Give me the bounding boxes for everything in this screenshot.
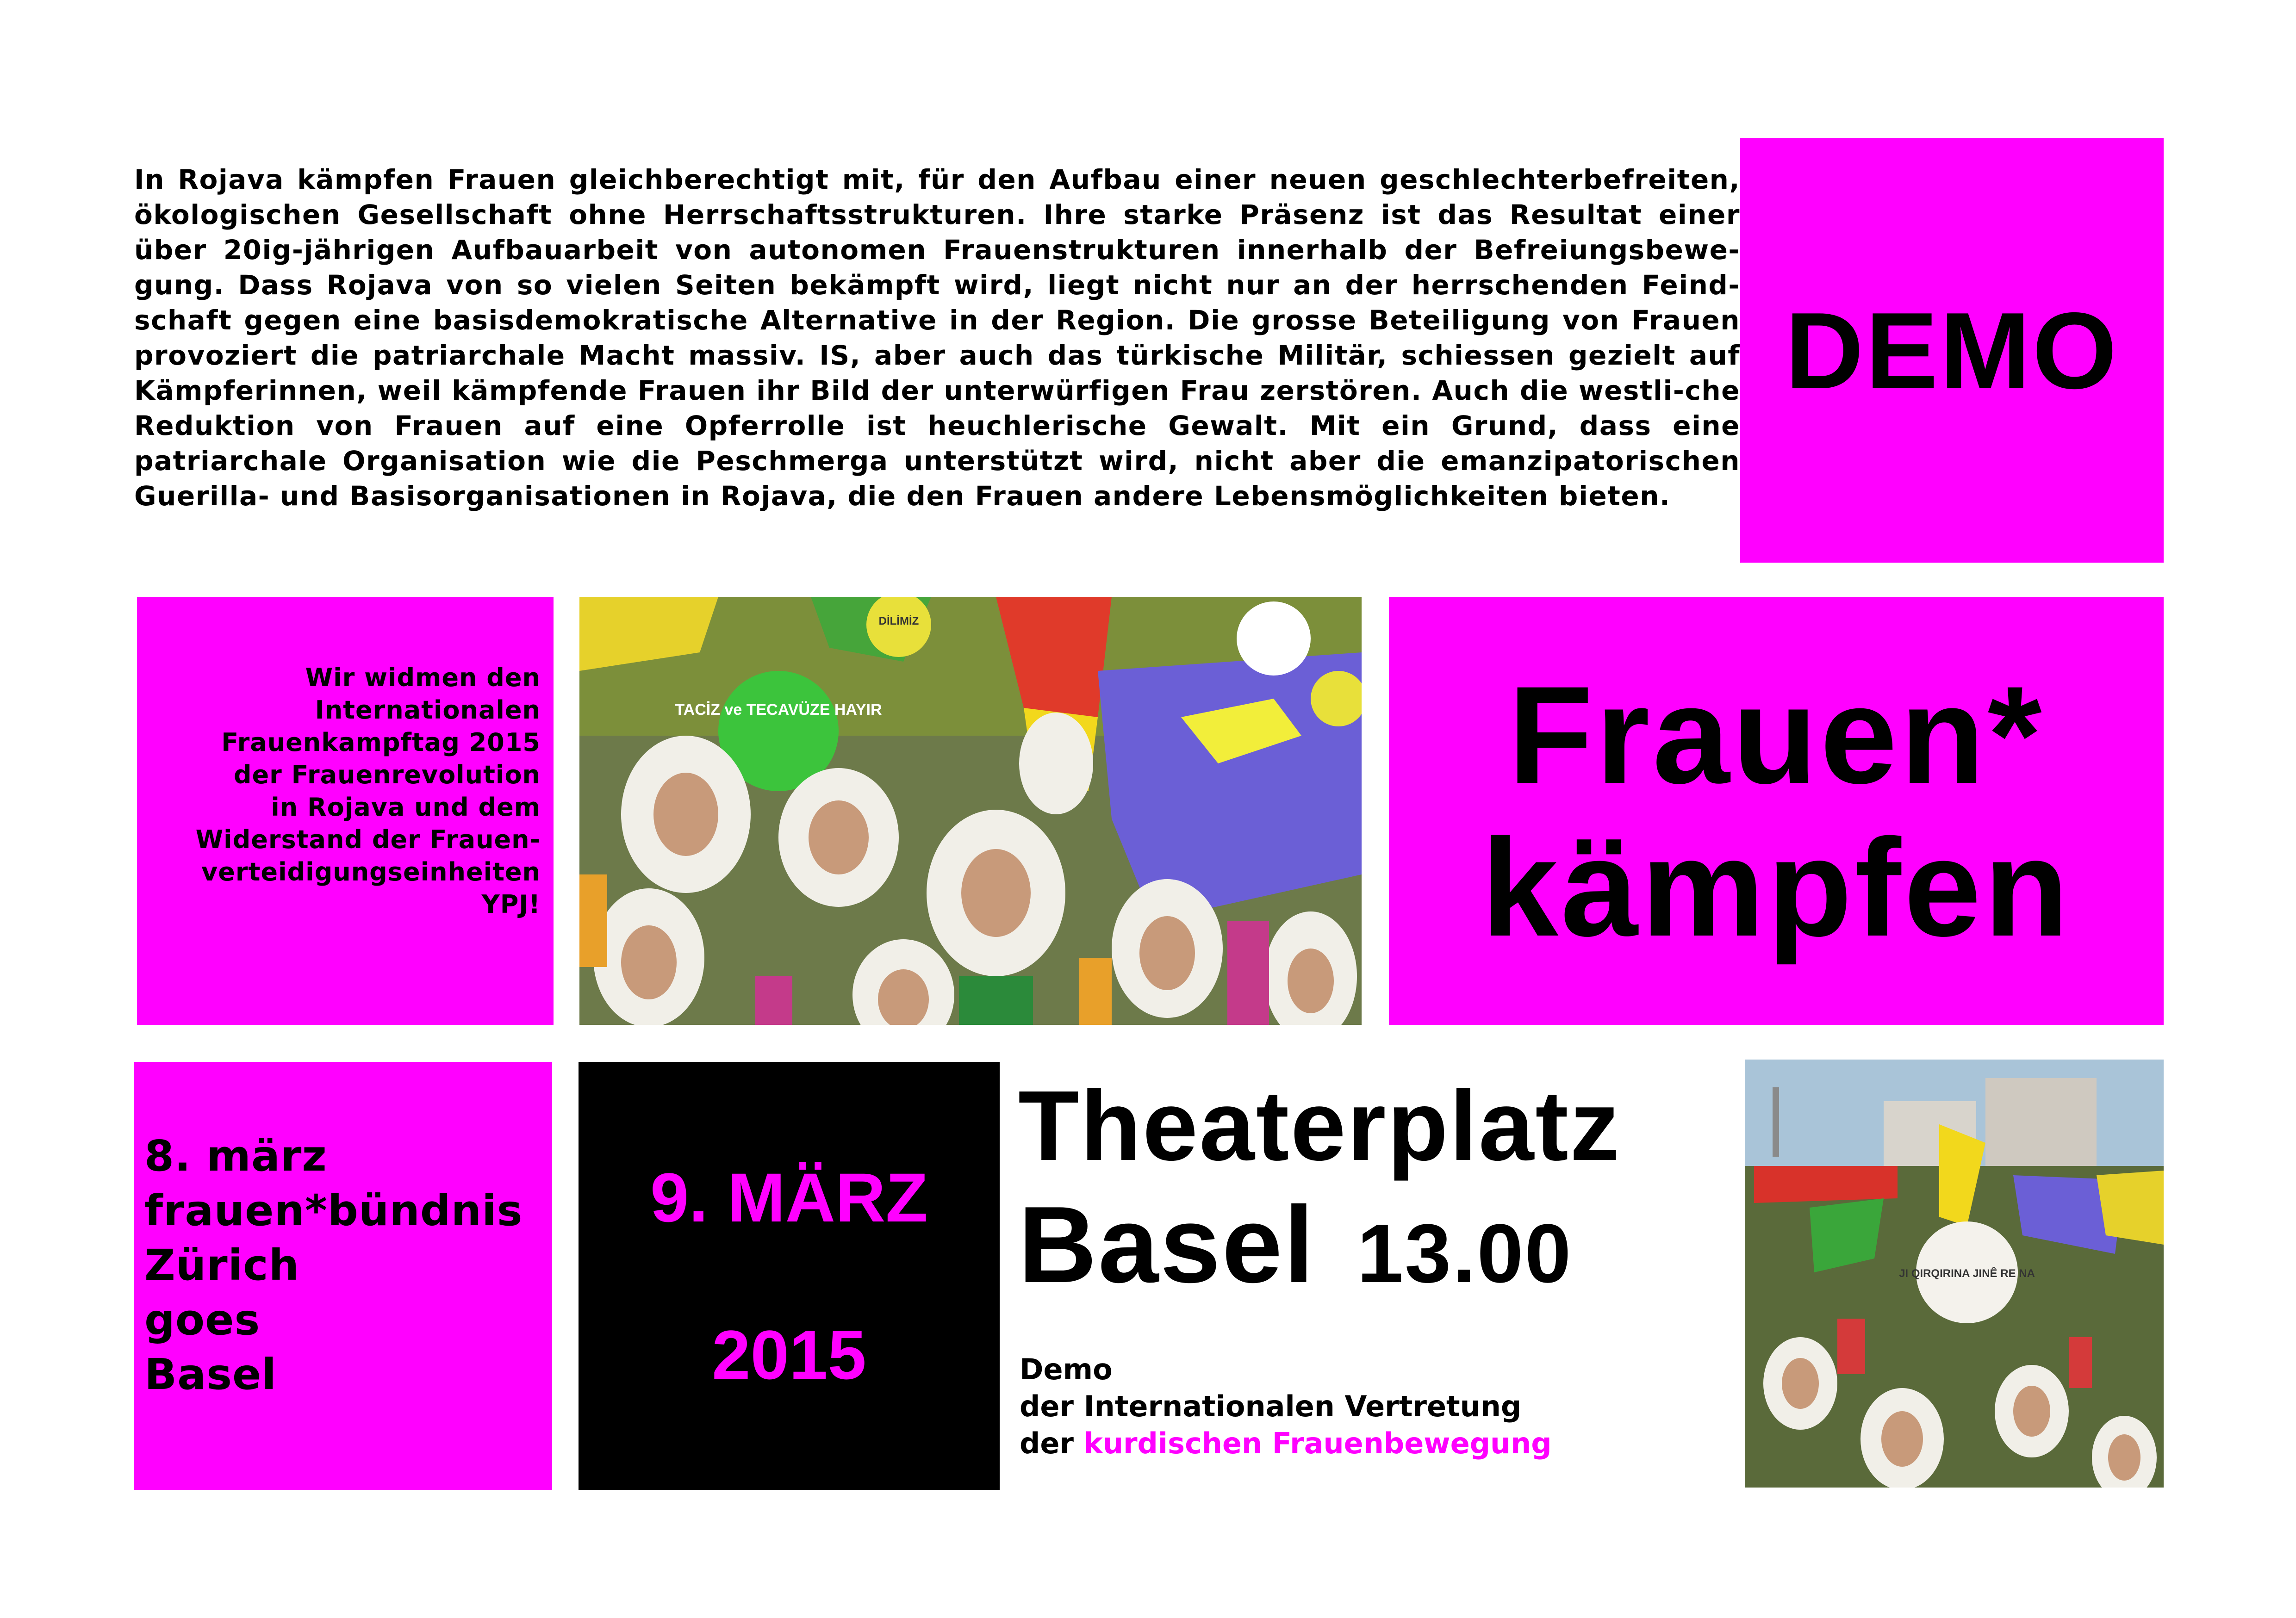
crowd-photo-main xyxy=(579,597,1362,1025)
demo-info-line: Demo xyxy=(1020,1352,1113,1386)
crowd-photo-small xyxy=(1745,1060,2164,1488)
demo-info-highlight: kurdischen Frauenbewegung xyxy=(1083,1426,1552,1460)
demo-box xyxy=(1740,138,2164,563)
dedication-line: der Frauenrevolution xyxy=(233,760,541,789)
sign-taciz-text: TACİZ ve TECAVÜZE HAYIR xyxy=(675,701,882,719)
dedication-box xyxy=(137,597,554,1025)
organizer-line: Basel xyxy=(144,1350,277,1399)
venue-city: Basel xyxy=(1018,1184,1316,1305)
demo-label: DEMO xyxy=(1785,289,2119,411)
demo-info xyxy=(1020,1351,1742,1462)
headline-box xyxy=(1389,597,2164,1025)
headline-line-2: kämpfen xyxy=(1481,809,2072,965)
dedication-line: in Rojava und dem xyxy=(271,793,541,822)
intro-paragraph: In Rojava kämpfen Frauen gleichberechtigt mit, für den Aufbau einer neuen geschlechterbefreiten, ökologischen Gesellschaft ohne Herrschaftsstrukturen. Ihre starke Präsenz ist das Resultat einer über 20ig-jährigen Aufbauarbeit von autonomen Frauenstrukturen innerhalb der Befreiungsbewe-gung. Dass Rojava von so vielen Seiten bekämpft wird, liegt nicht nur an der herrschenden Feind-schaft gegen eine basisdemokratische Alternative in der Region. Die grosse Beteiligung von Frauen provoziert die patriarchale Macht massiv. IS, aber auch das türkische Militär, schiessen gezielt auf Kämpferinnen, weil kämpfende Frauen ihr Bild der unterwürfigen Frau zerstören. Auch die westli-che Reduktion von Frauen auf eine Opferrolle ist heuchlerische Gewalt. Mit ein Grund, dass eine patriarchale Organisation wie die Peschmerga unterstützt wird, nicht aber die emanzipatorischen Guerilla- und Basisorganisationen in Rojava, die den Frauen andere Lebensmöglichkeiten bieten. xyxy=(134,164,1740,512)
organizer-line: Zürich xyxy=(144,1240,300,1290)
date-box xyxy=(579,1062,1000,1490)
dedication-text xyxy=(156,662,541,921)
dedication-line: Internationalen xyxy=(315,695,541,725)
dedication-line: YPJ! xyxy=(481,890,541,919)
organizer-text xyxy=(144,1129,523,1402)
dedication-line: verteidigungseinheiten xyxy=(201,857,541,886)
dedication-line: Widerstand der Frauen- xyxy=(195,825,541,854)
demo-info-prefix: der xyxy=(1020,1426,1084,1460)
demo-info-line xyxy=(1020,1425,1742,1462)
venue-time: 13.00 xyxy=(1357,1207,1573,1300)
venue-line-2 xyxy=(1018,1184,1740,1338)
dedication-line: Wir widmen den xyxy=(305,663,541,692)
demo-info-line: der Internationalen Vertretung xyxy=(1020,1389,1522,1423)
date-text xyxy=(579,1062,1000,1490)
dedication-line: Frauenkampftag 2015 xyxy=(221,728,541,757)
organizer-line: goes xyxy=(144,1295,261,1345)
organizer-line: frauen*bündnis xyxy=(144,1186,523,1235)
date-year: 2015 xyxy=(712,1315,866,1394)
headline-line-1: Frauen* xyxy=(1508,657,2045,812)
crowd-photo-small-illustration xyxy=(1745,1060,2164,1488)
crowd-photo-illustration xyxy=(579,597,1362,1025)
organizer-line: 8. märz xyxy=(144,1131,327,1181)
venue-place: Theaterplatz xyxy=(1018,1070,1621,1181)
sign-ji-qirqirina-text: JI QIRQIRINA JINÊ RE NA xyxy=(1899,1267,2035,1280)
organizer-box xyxy=(134,1062,552,1490)
date-day: 9. MÄRZ xyxy=(650,1158,928,1236)
sign-dilimiz-text: DİLİMİZ xyxy=(878,615,919,627)
venue-block xyxy=(1018,1069,1740,1338)
headline xyxy=(1389,597,2164,1025)
